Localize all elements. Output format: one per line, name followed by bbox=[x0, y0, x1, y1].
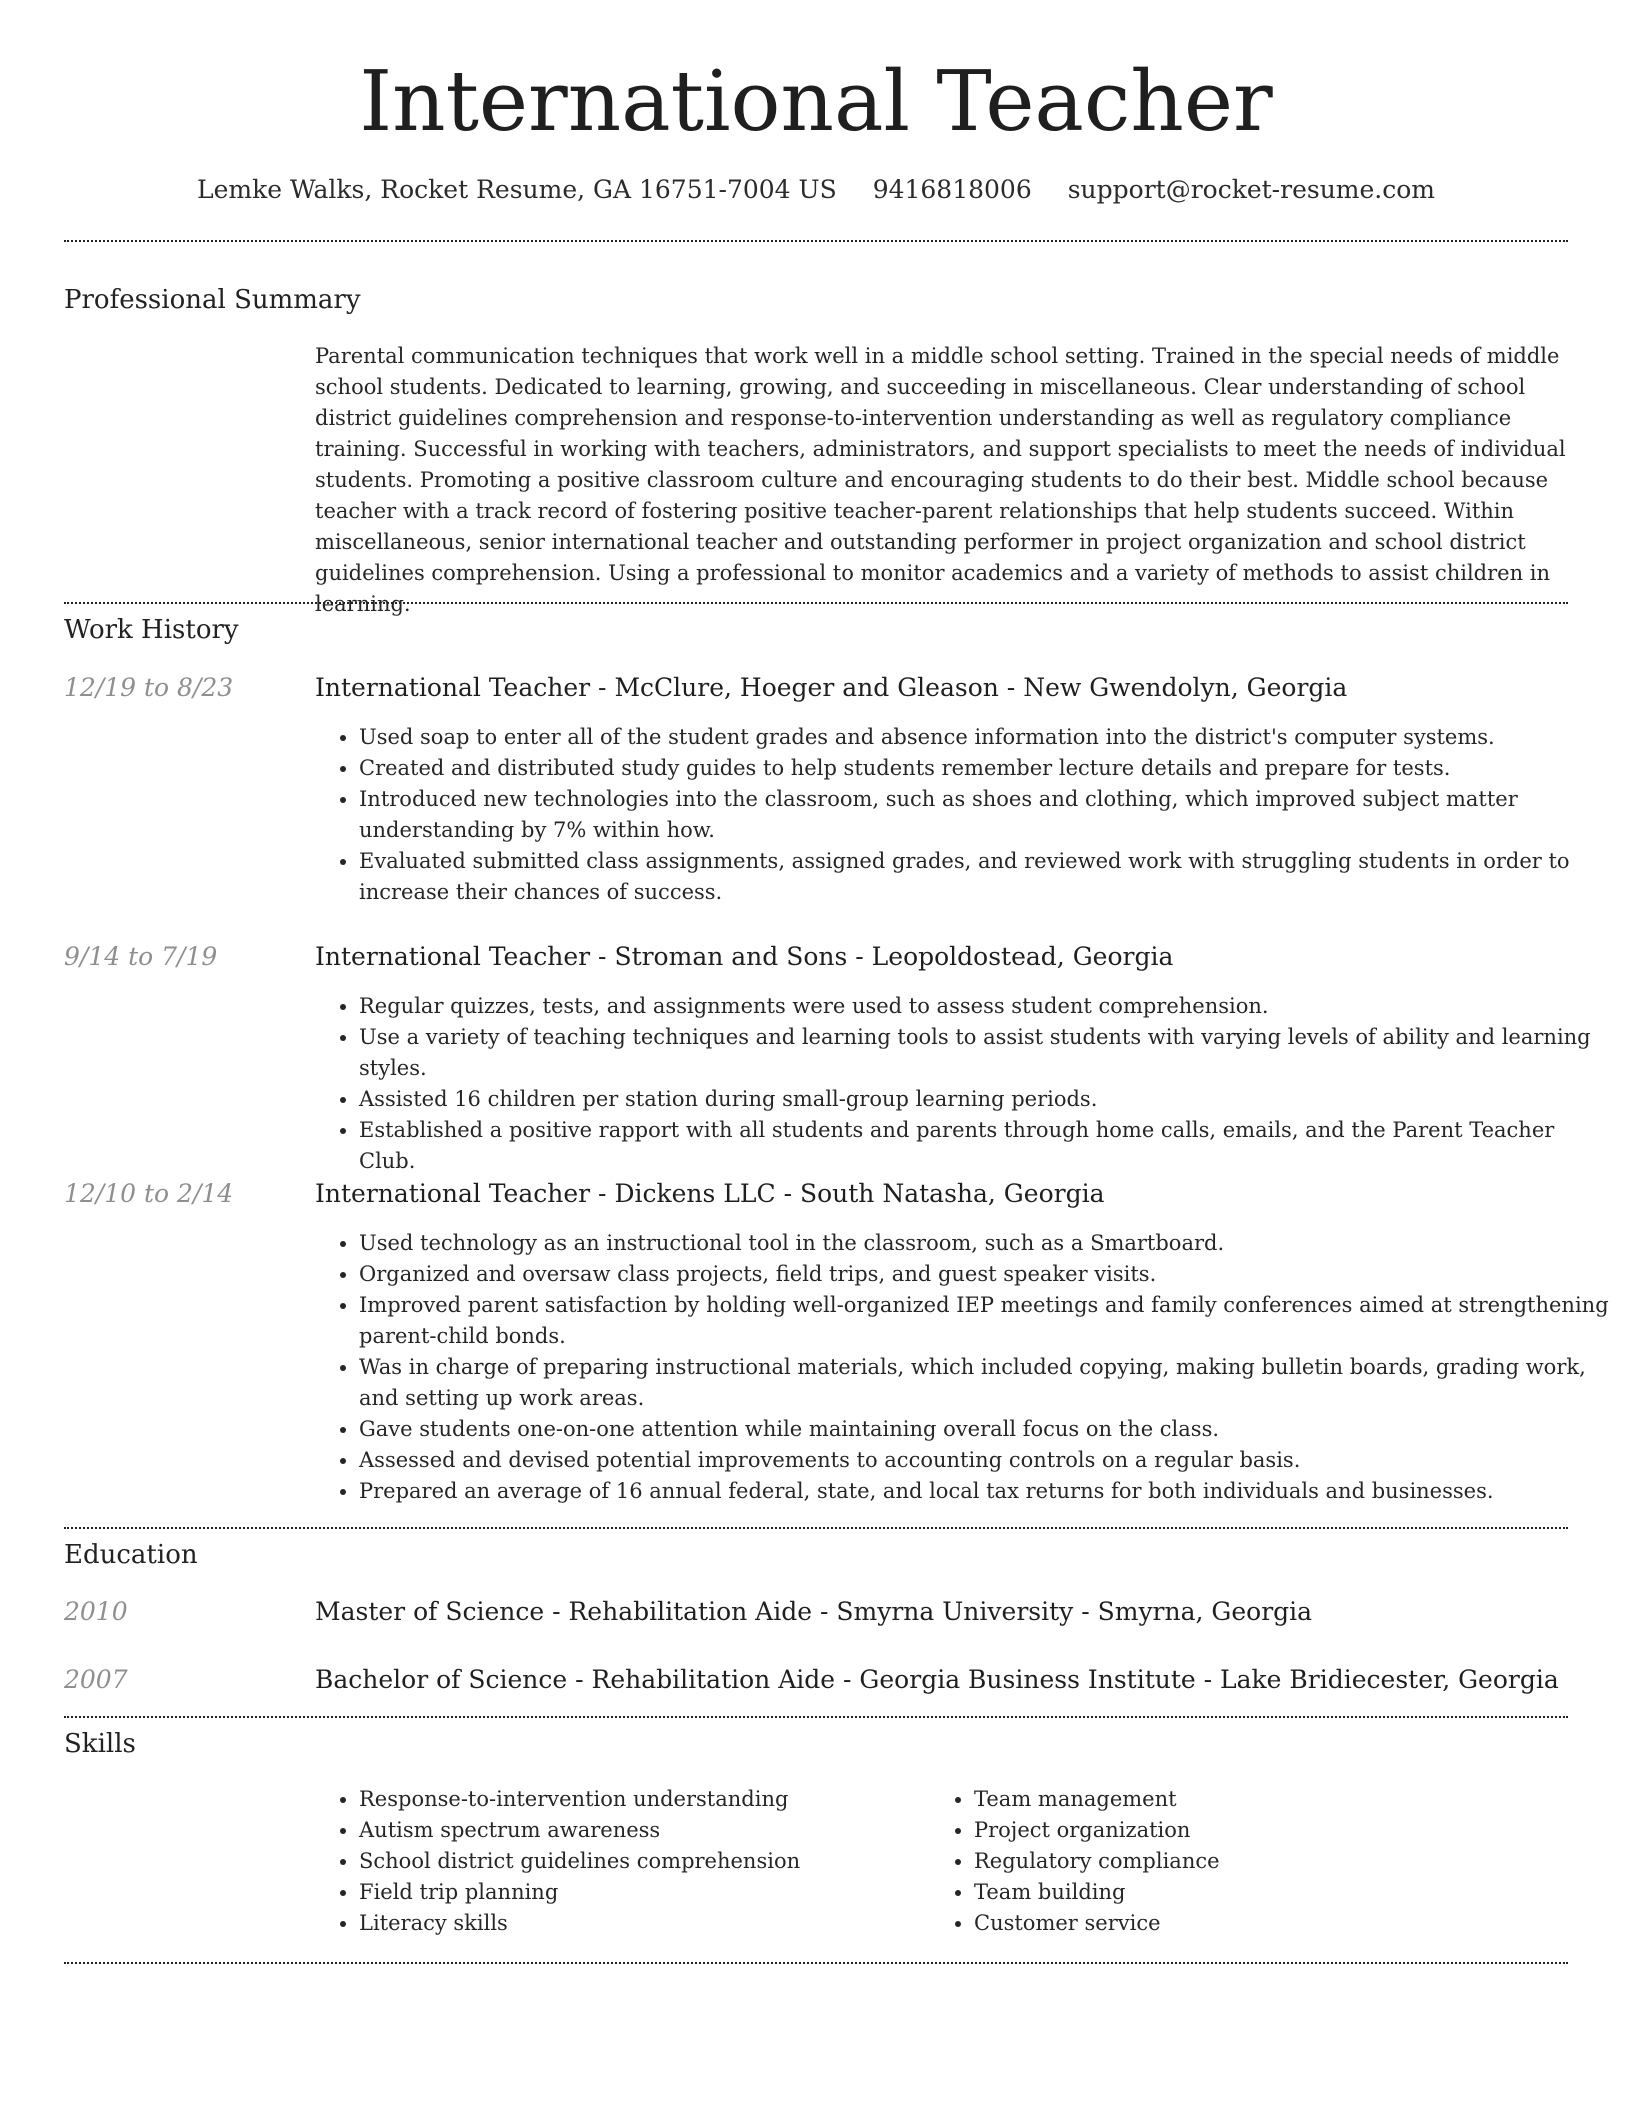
divider bbox=[64, 1716, 1568, 1718]
divider bbox=[64, 240, 1568, 242]
job-bullet: • Assisted 16 children per station during small-group learning periods. bbox=[359, 1084, 1609, 1115]
job-bullet: • Improved parent satisfaction by holding well-organized IEP meetings and family conferences aimed at strengthening parent-child bonds. bbox=[359, 1290, 1609, 1352]
section-title-education: Education bbox=[64, 1540, 198, 1570]
job-bullets bbox=[315, 722, 1609, 908]
skill-item: • Regulatory compliance bbox=[974, 1846, 1574, 1877]
job-heading: International Teacher - Dickens LLC - South Natasha, Georgia bbox=[315, 1179, 1105, 1208]
skills-list-left bbox=[315, 1784, 939, 1939]
skill-item: • Team management bbox=[974, 1784, 1574, 1815]
job-bullet: • Gave students one-on-one attention while maintaining overall focus on the class. bbox=[359, 1414, 1609, 1445]
skill-item: • Response-to-intervention understanding bbox=[359, 1784, 939, 1815]
job-bullet: • Evaluated submitted class assignments, assigned grades, and reviewed work with struggling students in order to increase their chances of success. bbox=[359, 846, 1609, 908]
contact-address: Lemke Walks, Rocket Resume, GA 16751-7004 US bbox=[196, 175, 837, 204]
section-title-summary: Professional Summary bbox=[64, 285, 361, 315]
job-bullet: • Use a variety of teaching techniques and learning tools to assist students with varying levels of ability and learning styles. bbox=[359, 1022, 1609, 1084]
job-dates: 9/14 to 7/19 bbox=[64, 942, 218, 971]
job-bullet: • Prepared an average of 16 annual federal, state, and local tax returns for both individuals and businesses. bbox=[359, 1476, 1609, 1507]
skill-item: • Literacy skills bbox=[359, 1908, 939, 1939]
job-bullet: • Established a positive rapport with all students and parents through home calls, emails, and the Parent Teacher Club. bbox=[359, 1115, 1609, 1177]
contact-email: support@rocket-resume.com bbox=[1067, 175, 1436, 204]
summary-text: Parental communication techniques that work well in a middle school setting. Trained in the special needs of middle school students. Dedicated to learning, growing, and succeeding in miscellaneous. Clear understanding of school district guidelines comprehension and response-to-intervention understanding as well as regulatory compliance training. Successful in working with teachers, administrators, and support specialists to meet the needs of individual students. Promoting a positive classroom culture and encouraging students to do their best. Middle school because teacher with a track record of fostering positive teacher-parent relationships that help students succeed. Within miscellaneous, senior international teacher and outstanding performer in project organization and school district guidelines comprehension. Using a professional to monitor academics and a variety of methods to assist children in learning. bbox=[315, 344, 1566, 616]
contact-line bbox=[0, 170, 1632, 210]
job-dates: 12/19 to 8/23 bbox=[64, 673, 234, 702]
contact-phone: 9416818006 bbox=[872, 175, 1032, 204]
section-title-work-history: Work History bbox=[64, 615, 239, 645]
education-year: 2010 bbox=[64, 1597, 128, 1626]
divider bbox=[64, 1527, 1568, 1529]
skill-item: • Customer service bbox=[974, 1908, 1574, 1939]
education-year: 2007 bbox=[64, 1665, 128, 1694]
job-bullet: • Assessed and devised potential improvements to accounting controls on a regular basis. bbox=[359, 1445, 1609, 1476]
skill-item: • Team building bbox=[974, 1877, 1574, 1908]
job-heading: International Teacher - Stroman and Sons - Leopoldostead, Georgia bbox=[315, 942, 1174, 971]
section-title-skills: Skills bbox=[64, 1729, 136, 1759]
skills-list-right bbox=[930, 1784, 1574, 1939]
skill-item: • School district guidelines comprehension bbox=[359, 1846, 939, 1877]
job-bullet: • Was in charge of preparing instructional materials, which included copying, making bulletin boards, grading work, and setting up work areas. bbox=[359, 1352, 1609, 1414]
job-bullet: • Created and distributed study guides to help students remember lecture details and prepare for tests. bbox=[359, 753, 1609, 784]
divider bbox=[64, 602, 1568, 604]
job-bullets bbox=[315, 1228, 1609, 1507]
divider bbox=[64, 1962, 1568, 1964]
job-bullet: • Used soap to enter all of the student grades and absence information into the district's computer systems. bbox=[359, 722, 1609, 753]
job-bullet: • Regular quizzes, tests, and assignments were used to assess student comprehension. bbox=[359, 991, 1609, 1022]
job-bullet: • Used technology as an instructional tool in the classroom, such as a Smartboard. bbox=[359, 1228, 1609, 1259]
job-bullet: • Organized and oversaw class projects, field trips, and guest speaker visits. bbox=[359, 1259, 1609, 1290]
job-bullets bbox=[315, 991, 1609, 1177]
skill-item: • Field trip planning bbox=[359, 1877, 939, 1908]
resume-name: International Teacher bbox=[359, 53, 1273, 150]
skill-item: • Project organization bbox=[974, 1815, 1574, 1846]
education-heading: Bachelor of Science - Rehabilitation Aide - Georgia Business Institute - Lake Bridiecester, Georgia bbox=[315, 1665, 1559, 1694]
job-dates: 12/10 to 2/14 bbox=[64, 1179, 234, 1208]
job-bullet: • Introduced new technologies into the classroom, such as shoes and clothing, which improved subject matter understanding by 7% within how. bbox=[359, 784, 1609, 846]
skill-item: • Autism spectrum awareness bbox=[359, 1815, 939, 1846]
job-heading: International Teacher - McClure, Hoeger and Gleason - New Gwendolyn, Georgia bbox=[315, 673, 1348, 702]
education-heading: Master of Science - Rehabilitation Aide - Smyrna University - Smyrna, Georgia bbox=[315, 1597, 1313, 1626]
